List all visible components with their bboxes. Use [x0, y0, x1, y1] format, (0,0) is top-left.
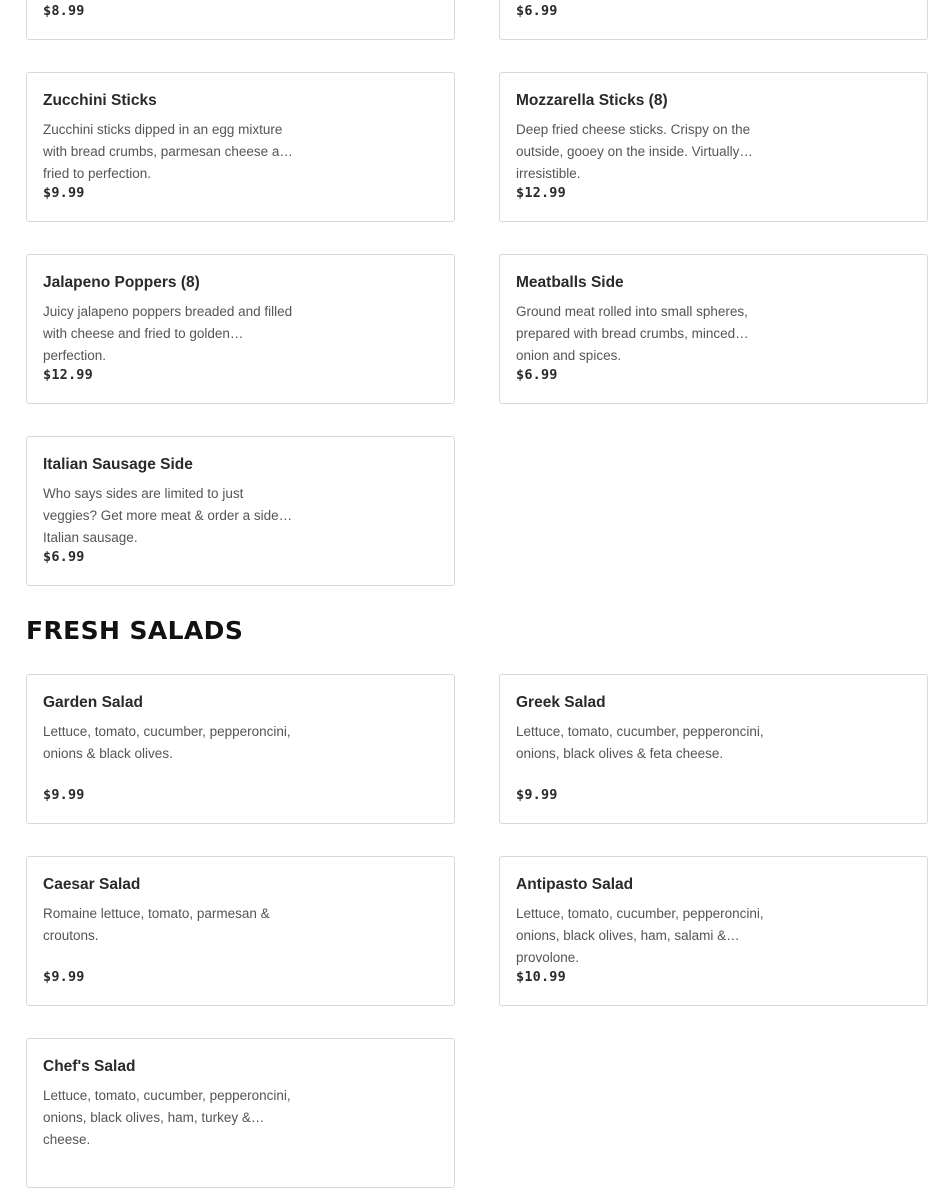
menu-item-price: $9.99 [516, 787, 558, 803]
menu-item-card[interactable] [499, 856, 928, 1006]
menu-item-price: $9.99 [43, 185, 85, 201]
menu-item-description: Lettuce, tomato, cucumber, pepperoncini, onions, black olives, ham, turkey & cheese. [43, 1088, 291, 1147]
menu-item-description: Juicy jalapeno poppers breaded and filled with cheese and fried to golden perfection. [43, 304, 293, 363]
menu-item-name: Zucchini Sticks [43, 92, 157, 109]
menu-item-description: Romaine lettuce, tomato, parmesan & croutons. [43, 906, 270, 943]
menu-item-card[interactable] [26, 436, 455, 586]
menu-item-card[interactable] [499, 0, 928, 40]
menu-item-name: Jalapeno Poppers (8) [43, 274, 200, 291]
menu-item-card[interactable] [499, 72, 928, 222]
menu-item-name: Antipasto Salad [516, 876, 634, 893]
menu-item-description: Who says sides are limited to just veggies? Get more meat & order a side of Italian sausage. [43, 486, 294, 545]
menu-item-description: Ground meat rolled into small spheres, prepared with bread crumbs, minced onion and spices. [516, 304, 748, 363]
menu-item-price: $6.99 [516, 3, 558, 19]
menu-item-description: Zucchini sticks dipped in an egg mixture with bread crumbs, parmesan cheese and fried to perfection. [43, 122, 295, 181]
menu-item-description: Lettuce, tomato, cucumber, pepperoncini, onions, black olives & feta cheese. [516, 724, 764, 761]
menu-item-card[interactable] [26, 254, 455, 404]
menu-item-price: $8.99 [43, 3, 85, 19]
menu-item-card[interactable] [26, 1038, 455, 1188]
menu-item-name: Caesar Salad [43, 876, 141, 893]
menu-item-price: $9.99 [43, 787, 85, 803]
menu-item-name: Chef's Salad [43, 1058, 136, 1075]
menu-item-price: $12.99 [516, 185, 566, 201]
menu-item-card[interactable] [26, 856, 455, 1006]
menu-item-description: Lettuce, tomato, cucumber, pepperoncini, onions, black olives, ham, salami & provolone. [516, 906, 764, 965]
menu-item-card[interactable] [499, 254, 928, 404]
menu-item-card[interactable] [26, 674, 455, 824]
menu-item-name: Italian Sausage Side [43, 456, 193, 473]
menu-item-price: $9.99 [43, 969, 85, 985]
menu-item-card[interactable] [26, 72, 455, 222]
menu-item-name: Mozzarella Sticks (8) [516, 92, 668, 109]
menu-item-card[interactable] [499, 674, 928, 824]
section-heading-fresh-salads: FRESH SALADS [26, 616, 244, 645]
menu-item-price: $6.99 [516, 367, 558, 383]
menu-item-price: $6.99 [43, 549, 85, 565]
menu-item-description: Deep fried cheese sticks. Crispy on the outside, gooey on the inside. Virtually irresistible. [516, 122, 751, 181]
menu-item-price: $10.99 [516, 969, 566, 985]
menu-item-card[interactable] [26, 0, 455, 40]
menu-item-price: $12.99 [43, 367, 93, 383]
menu-item-name: Garden Salad [43, 694, 143, 711]
menu-item-name: Meatballs Side [516, 274, 624, 291]
menu-item-name: Greek Salad [516, 694, 606, 711]
menu-item-description: Lettuce, tomato, cucumber, pepperoncini, onions & black olives. [43, 724, 291, 761]
